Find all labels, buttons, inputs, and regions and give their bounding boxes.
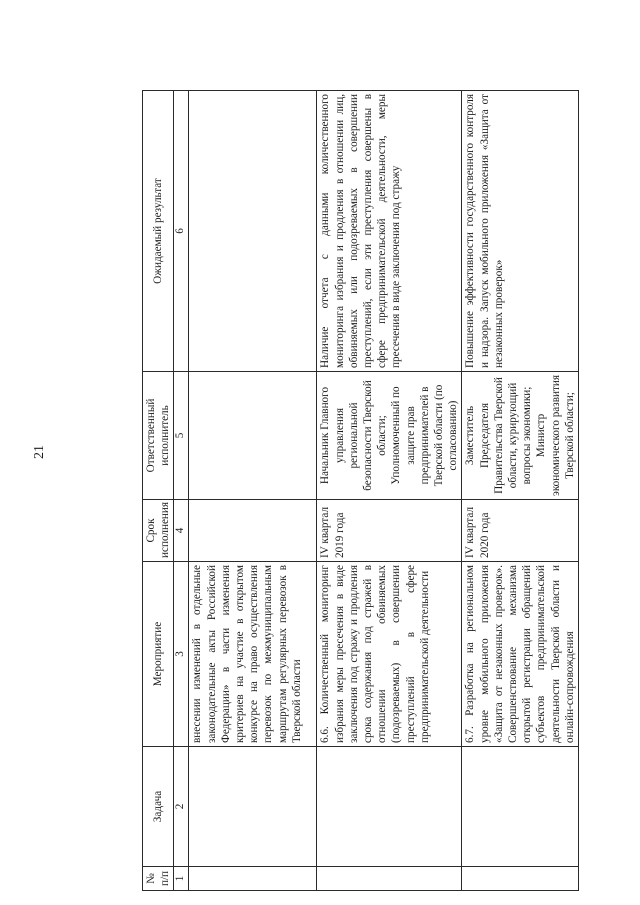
row-event: 6.6. Количественный мониторинг избрания меры пресечения в виде заключения под стражу и продления срока содержания под стражей в отношении обвиняемых (подозреваемых) в совершении преступлений в сфере предпринимательской деятельности xyxy=(317,562,462,747)
row-task xyxy=(317,747,462,867)
table-row xyxy=(462,91,579,891)
header-num: № п/п xyxy=(143,867,174,891)
column-number: 6 xyxy=(174,91,189,372)
row-task xyxy=(189,747,317,867)
column-number: 4 xyxy=(174,500,189,562)
row-num xyxy=(462,867,579,891)
document-table-rotated xyxy=(142,91,576,891)
row-num xyxy=(317,867,462,891)
row-term: IV квартал 2019 года xyxy=(317,500,462,562)
measures-table xyxy=(142,90,579,891)
header-executor: Ответственный исполнитель xyxy=(143,372,174,500)
header-task: Задача xyxy=(143,747,174,867)
row-task xyxy=(462,747,579,867)
row-executor: Заместитель Председателя Правительства Тверской области, курирующий вопросы экономики; Министр экономического развития Тверской области; xyxy=(462,372,579,500)
row-term xyxy=(189,500,317,562)
row-executor xyxy=(189,372,317,500)
column-number: 1 xyxy=(174,867,189,891)
header-result: Ожидаемый результат xyxy=(143,91,174,372)
column-number: 3 xyxy=(174,562,189,747)
row-term: IV квартал 2020 года xyxy=(462,500,579,562)
row-event: внесении изменений в отдельные законодательные акты Российской Федерации» в части изменения критериев на участие в открытом конкурсе на право осуществления перевозок по межмуниципальным маршрутам регулярных перевозок в Тверской области xyxy=(189,562,317,747)
table-row xyxy=(189,91,317,891)
column-number: 2 xyxy=(174,747,189,867)
row-result xyxy=(189,91,317,372)
header-term: Срок исполнения xyxy=(143,500,174,562)
header-event: Мероприятие xyxy=(143,562,174,747)
row-executor: Начальник Главного управления региональной безопасности Тверской области; Уполномоченный по защите прав предпринимателей в Тверской области (по согласованию) xyxy=(317,372,462,500)
table-header-row xyxy=(143,91,174,891)
row-num xyxy=(189,867,317,891)
row-result: Наличие отчета с данными количественного мониторинга избрания и продления в отношении лиц, обвиняемых или подозреваемых в совершении преступлений, если эти преступления совершены в сфере предпринимательской деятельности, меры пресечения в виде заключения под стражу xyxy=(317,91,462,372)
row-result: Повышение эффективности государственного контроля и надзора. Запуск мобильного приложения «Защита от незаконных проверок» xyxy=(462,91,579,372)
table-row xyxy=(317,91,462,891)
column-number-row xyxy=(174,91,189,891)
row-event: 6.7. Разработка на региональном уровне мобильного приложения «Защита от незаконных проверок». Совершенствование механизма открытой регистрации обращений субъектов предпринимательской деятельности Тверской области и онлайн-сопровождения xyxy=(462,562,579,747)
page-number: 21 xyxy=(32,445,47,459)
column-number: 5 xyxy=(174,372,189,500)
